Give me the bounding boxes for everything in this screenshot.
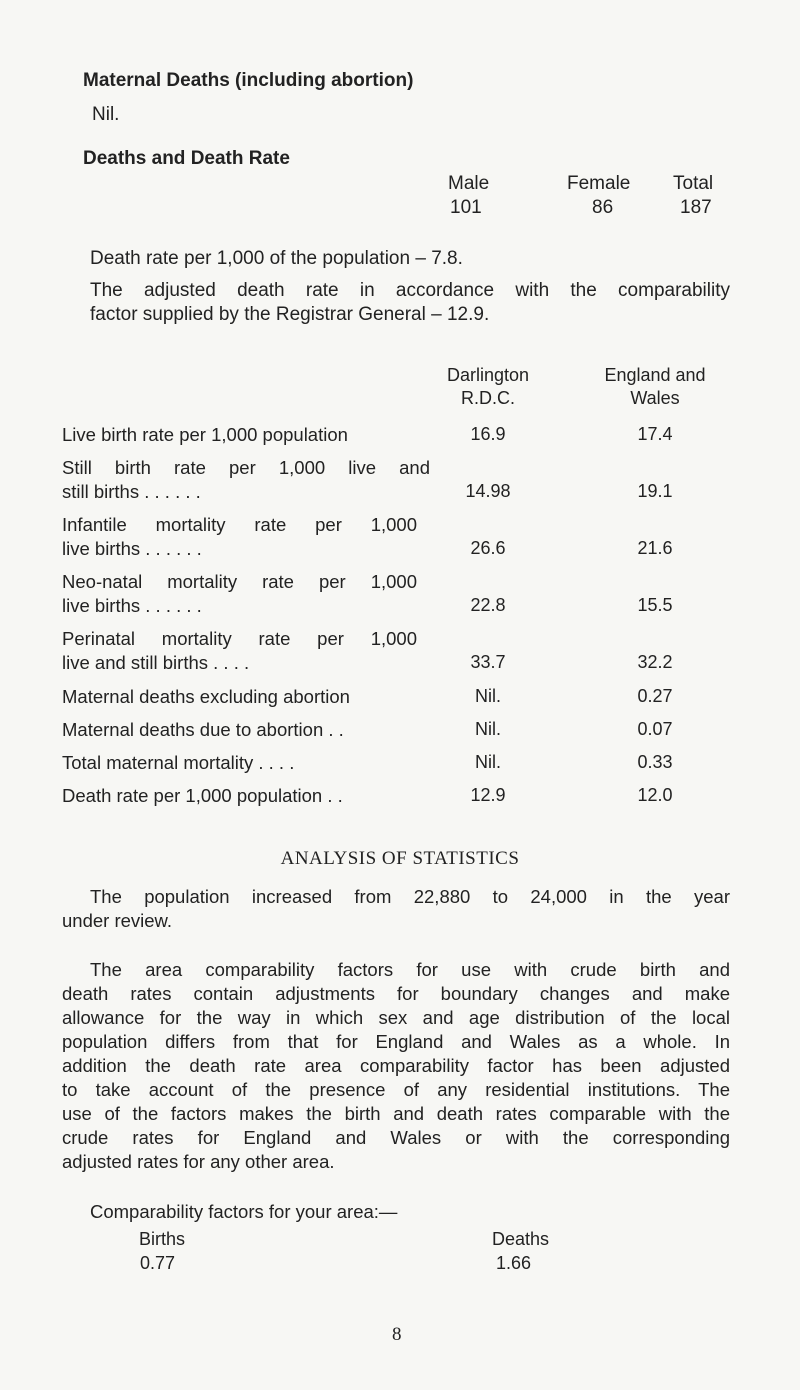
row-label: Total maternal mortality . . . .	[62, 752, 295, 773]
deaths-col-female: Female	[567, 173, 631, 194]
para2-line: adjusted rates for any other area.	[62, 1151, 335, 1172]
cell-darlington: 22.8	[470, 595, 506, 615]
col-header-darlington-2: R.D.C.	[461, 388, 515, 408]
col-header-england-1: England and	[604, 365, 706, 385]
cell-england: 21.6	[637, 538, 673, 558]
row-label: Maternal deaths due to abortion . .	[62, 719, 344, 740]
row-label: Live birth rate per 1,000 population	[62, 424, 348, 445]
cell-darlington: 33.7	[470, 652, 506, 672]
comparability-intro: Comparability factors for your area:—	[90, 1201, 398, 1222]
cell-england: 12.0	[637, 785, 673, 805]
para2-line: death rates contain adjustments for boundary changes and make	[62, 983, 730, 1004]
para2-line: to take account of the presence of any residential institutions. The	[62, 1079, 730, 1100]
para2-line: crude rates for England and Wales or with the corresponding	[62, 1127, 730, 1148]
analysis-para1-line1: The population increased from 22,880 to 24,000 in the year	[90, 886, 730, 907]
cell-darlington: 12.9	[470, 785, 506, 805]
cell-england: 0.33	[637, 752, 673, 772]
analysis-para1-line2: under review.	[62, 910, 173, 931]
cell-darlington: Nil.	[475, 719, 501, 739]
adjusted-rate-line-2: factor supplied by the Registrar General – 12.9.	[90, 304, 490, 325]
maternal-deaths-heading: Maternal Deaths (including abortion)	[83, 70, 414, 91]
row-label-cont: live births . . . . . .	[62, 538, 202, 559]
row-label: Death rate per 1,000 population . .	[62, 785, 343, 806]
maternal-deaths-value: Nil.	[92, 104, 120, 125]
row-label: Still birth rate per 1,000 live and	[62, 457, 430, 478]
cell-darlington: Nil.	[475, 686, 501, 706]
cell-england: 0.07	[637, 719, 673, 739]
death-rate-line: Death rate per 1,000 of the population – 7.8.	[90, 248, 463, 269]
deaths-value-total: 187	[680, 197, 712, 218]
cell-england: 19.1	[637, 481, 673, 501]
births-label: Births	[139, 1229, 186, 1249]
para2-line: allowance for the way in which sex and age distribution of the local	[62, 1007, 730, 1028]
deaths-value-male: 101	[450, 197, 482, 218]
cell-england: 0.27	[637, 686, 673, 706]
row-label-cont: live and still births . . . .	[62, 652, 250, 673]
row-label: Infantile mortality rate per 1,000	[62, 514, 417, 535]
deaths-col-total: Total	[673, 173, 714, 194]
cell-darlington: Nil.	[475, 752, 501, 772]
row-label: Neo-natal mortality rate per 1,000	[62, 571, 417, 592]
para2-line: use of the factors makes the birth and death rates comparable with the	[62, 1103, 730, 1124]
para2-line: The area comparability factors for use with crude birth and	[90, 959, 730, 980]
cell-darlington: 14.98	[465, 481, 511, 501]
births-value: 0.77	[140, 1253, 176, 1273]
deaths-value-female: 86	[592, 197, 614, 218]
deaths-label: Deaths	[492, 1229, 550, 1249]
cell-darlington: 16.9	[470, 424, 506, 444]
cell-england: 15.5	[637, 595, 673, 615]
cell-england: 32.2	[637, 652, 673, 672]
cell-england: 17.4	[637, 424, 673, 444]
col-header-darlington-1: Darlington	[446, 365, 530, 385]
deaths-heading: Deaths and Death Rate	[83, 148, 290, 169]
deaths-col-male: Male	[448, 173, 490, 194]
row-label-cont: still births . . . . . .	[62, 481, 201, 502]
row-label: Maternal deaths excluding abortion	[62, 686, 350, 707]
adjusted-rate-line-1: The adjusted death rate in accordance with the comparability	[90, 280, 730, 301]
col-header-england-2: Wales	[630, 388, 680, 408]
page-number: 8	[392, 1324, 402, 1345]
para2-line: addition the death rate area comparability factor has been adjusted	[62, 1055, 730, 1076]
para2-line: population differs from that for England and Wales as a whole. In	[62, 1031, 730, 1052]
cell-darlington: 26.6	[470, 538, 506, 558]
row-label-cont: live births . . . . . .	[62, 595, 202, 616]
row-label: Perinatal mortality rate per 1,000	[62, 628, 417, 649]
deaths-value: 1.66	[496, 1253, 532, 1273]
analysis-heading: ANALYSIS OF STATISTICS	[280, 848, 520, 869]
